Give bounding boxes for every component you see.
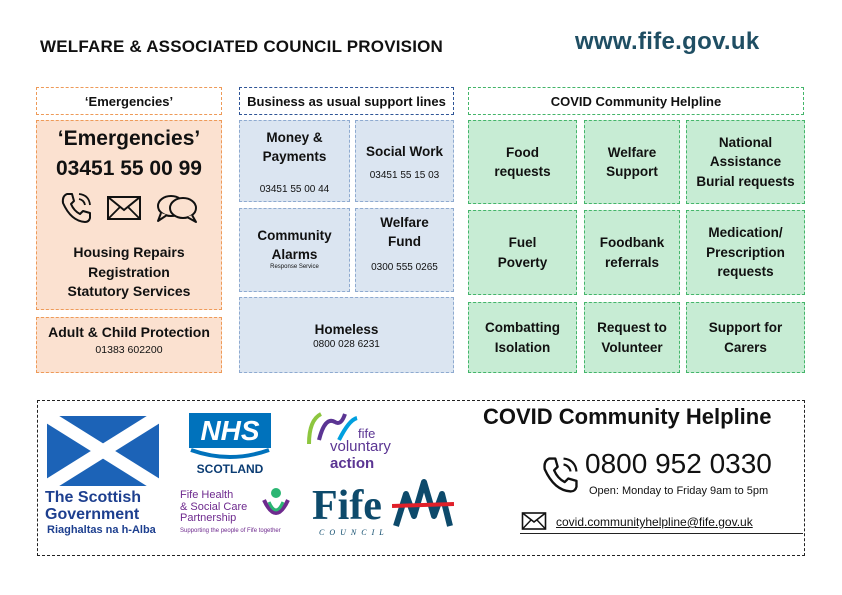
logo-text: Government	[45, 506, 140, 523]
logo-text: & Social Care	[180, 500, 248, 513]
covid-card-welfare-support	[584, 120, 680, 204]
homeless-card	[239, 297, 454, 373]
card-line: Isolation	[494, 339, 551, 355]
phone-icon	[540, 455, 580, 500]
helpline-email-link[interactable]: covid.communityhelpline@fife.gov.uk	[556, 515, 753, 529]
fva-logo-text: fife	[358, 426, 376, 441]
card-note: Response Service	[270, 264, 319, 270]
emergencies-header: ‘Emergencies’	[36, 87, 222, 115]
covid-header: COVID Community Helpline	[468, 87, 804, 115]
covid-card-burial-requests	[686, 120, 805, 204]
scottish-government-logo	[45, 489, 141, 523]
email-divider	[520, 533, 803, 534]
logo-text: Fife Health	[180, 489, 234, 501]
hscp-logo	[180, 490, 247, 525]
card-line: Request to	[597, 320, 667, 335]
community-alarms-card	[239, 208, 350, 292]
money-payments-card	[239, 120, 350, 202]
fva-logo-text: voluntary	[330, 438, 391, 455]
card-title: Social Work	[365, 144, 444, 159]
phone-icon	[59, 191, 93, 230]
card-line: Support	[606, 164, 658, 179]
helpline-phone: 0800 952 0330	[585, 448, 772, 479]
card-line: Welfare	[607, 144, 657, 160]
covid-card-medication-requests	[686, 210, 805, 295]
nhs-logo: NHS	[200, 415, 260, 446]
social-work-card	[355, 120, 454, 202]
card-phone: 0800 028 6231	[313, 339, 380, 350]
logo-text: The Scottish	[45, 489, 142, 506]
card-line: referrals	[604, 254, 660, 270]
covid-card-support-for-carers	[686, 302, 805, 373]
list-item: Statutory Services	[67, 283, 191, 299]
card-title: Welfare	[380, 215, 429, 230]
covid-card-foodbank-referrals	[584, 210, 680, 295]
covid-card-request-to-volunteer	[584, 302, 680, 373]
emergencies-phone: 03451 55 00 99	[56, 157, 202, 180]
card-line: Combatting	[485, 320, 560, 335]
hscp-tagline: Supporting the people of Fife together	[180, 528, 281, 534]
card-line: Volunteer	[601, 339, 663, 355]
saltire-flag-icon	[47, 416, 159, 491]
card-title: Homeless	[314, 322, 379, 337]
emergencies-panel	[36, 120, 222, 310]
card-line: requests	[717, 264, 774, 280]
card-title: Fund	[388, 234, 421, 249]
fife-council-subtitle: COUNCIL	[319, 528, 389, 537]
contact-icons	[37, 191, 221, 230]
card-line: National	[718, 134, 773, 150]
emergency-services-list	[37, 243, 221, 302]
card-line: Poverty	[497, 254, 548, 270]
protection-phone: 01383 602200	[95, 344, 163, 356]
hscp-figure-icon	[260, 486, 292, 531]
card-line: requests	[494, 164, 551, 179]
card-title: Payments	[262, 149, 327, 164]
card-phone: 0300 555 0265	[371, 262, 438, 273]
logo-text: Partnership	[180, 512, 237, 524]
list-item: Housing Repairs	[73, 244, 185, 260]
card-line: Carers	[724, 339, 767, 355]
nhs-scotland-label: SCOTLAND	[196, 462, 264, 476]
protection-title: Adult & Child Protection	[48, 324, 210, 340]
envelope-icon	[105, 191, 143, 230]
card-line: Prescription	[706, 244, 785, 260]
card-line: Assistance	[709, 154, 782, 170]
list-item: Registration	[88, 263, 170, 280]
page-title: WELFARE & ASSOCIATED COUNCIL PROVISION	[40, 37, 444, 56]
covid-card-food-requests	[468, 120, 577, 204]
card-line: Support for	[708, 320, 783, 335]
business-header: Business as usual support lines	[239, 87, 454, 115]
helpline-hours: Open: Monday to Friday 9am to 5pm	[589, 485, 769, 497]
card-phone: 03451 55 15 03	[369, 170, 440, 181]
covid-card-combatting-isolation	[468, 302, 577, 373]
fife-council-crest-icon	[392, 476, 454, 539]
fife-council-logo: Fife	[312, 483, 382, 529]
welfare-fund-card	[355, 208, 454, 292]
helpline-title: COVID Community Helpline	[483, 404, 772, 429]
card-line: Fuel	[508, 235, 537, 250]
card-line: Burial requests	[696, 173, 795, 189]
card-phone: 03451 55 00 44	[259, 184, 330, 195]
covid-card-fuel-poverty	[468, 210, 577, 295]
card-line: Medication/	[708, 225, 783, 241]
card-line: Foodbank	[599, 235, 665, 250]
card-line: Food	[506, 144, 539, 160]
website-url[interactable]: www.fife.gov.uk	[575, 28, 760, 55]
scottish-government-gaelic: Riaghaltas na h-Alba	[47, 524, 156, 536]
adult-child-protection-panel	[36, 317, 222, 373]
card-title: Money &	[266, 130, 323, 145]
card-title: Alarms	[271, 247, 318, 262]
emergencies-title: ‘Emergencies’	[57, 127, 201, 150]
chat-icon	[155, 191, 199, 230]
card-title: Community	[257, 228, 332, 243]
fva-logo-text: action	[330, 455, 375, 472]
